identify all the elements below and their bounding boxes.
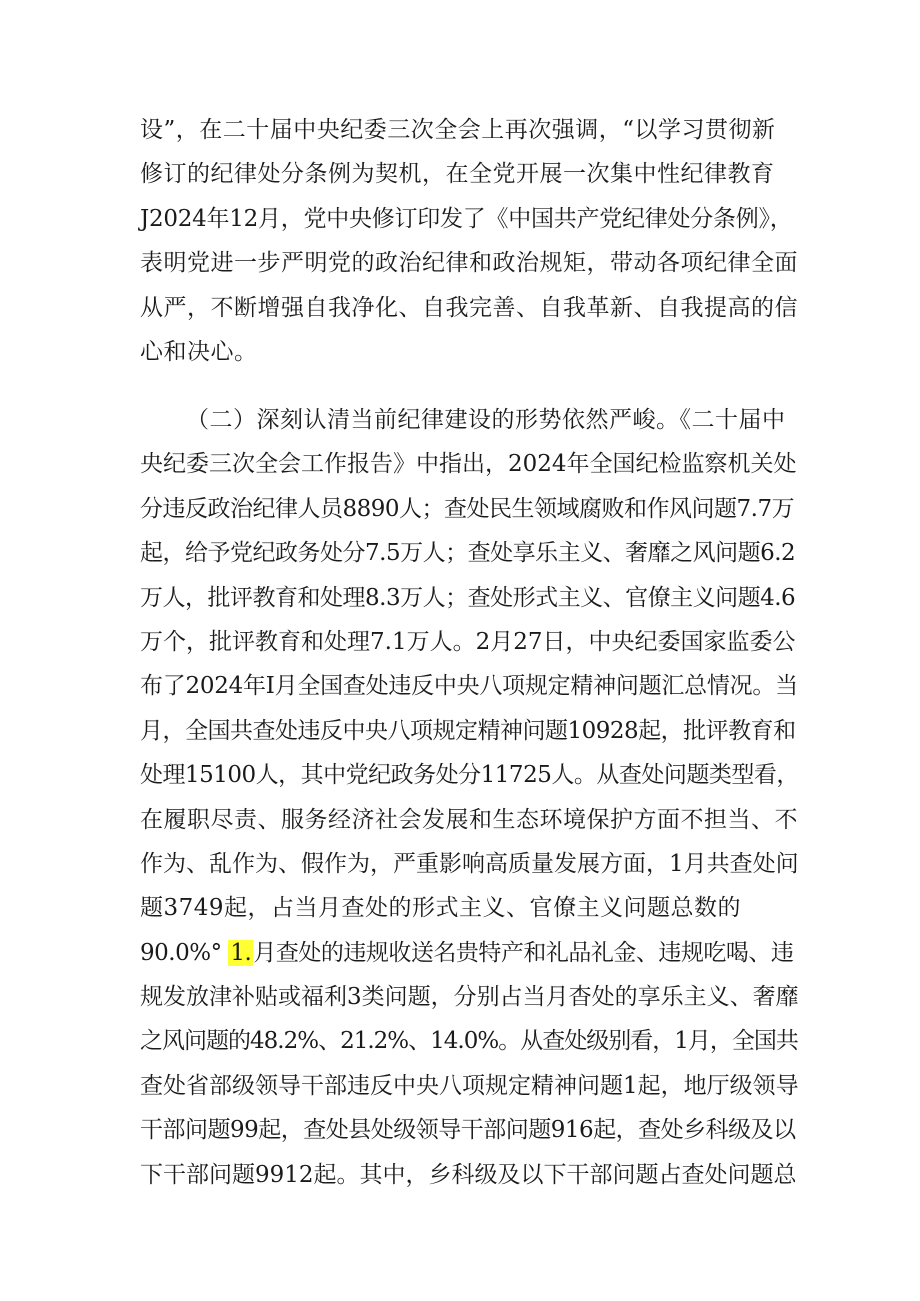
text-line: 下干部问题9912起。其中，乡科级及以下干部问题占查处问题总 [140,1161,797,1188]
text-line: 题3749起，占当月查处的形式主义、官僚主义问题总数的 [140,895,742,922]
text-line: 干部问题99起，查处县处级领导干部问题916起，查处乡科级及以 [140,1117,796,1144]
highlight-mark: 1. [230,939,252,966]
text-line: 表明党进一步严明党的政治纪律和政治规矩，带动各项纪律全面 [140,250,798,277]
highlighted-text-line [140,931,800,975]
text-line: 设”，在二十届中央纪委三次全会上再次强调，“以学习贯彻新 [140,117,776,143]
text-line: 作为、乱作为、假作为，严重影响高质量发展方面，1月共查处问 [140,850,799,877]
text-line: 在履职尽责、服务经济社会发展和生态环境保护方面不担当、不 [140,806,798,833]
text-line: J2024年12月，党中央修订印发了《中国共产党纪律处分条例》， [140,205,793,232]
text-line: 处理15100人，其中党纪政务处分11725人。从查处问题类型看， [140,762,799,789]
text-line: 修订的纪律处分条例为契机，在全党开展一次集中性纪律教育 [140,161,775,188]
text-line: 月，全国共查处违反中央八项规定精神问题10928起，批评教育和 [140,717,796,744]
text-segment: 月查处的违规收送名贵特产和礼品礼金、违规吃喝、违 [253,939,794,966]
paragraph-discipline-regulations [140,108,800,374]
text-line: 之风问题的48.2%、21.2%、14.0%。从查处级别看，1月，全国共 [140,1028,798,1055]
text-line: 央纪委三次全会工作报告》中指出，2024年全国纪检监察机关处 [140,451,797,478]
paragraph-discipline-situation [140,398,800,1197]
text-line: 布了2024年I月全国查处违反中央八项规定精神问题汇总情况。当 [140,673,798,700]
text-line: 心和决心。 [140,338,258,365]
text-line: 查处省部级领导干部违反中央八项规定精神问题1起，地厅级领导 [140,1072,799,1099]
text-line: 起，给予党纪政务处分7.5万人；查处享乐主义、奢靡之风问题6.2 [140,540,796,567]
text-line: 万人，批评教育和处理8.3万人；查处形式主义、官僚主义问题4.6 [140,584,796,611]
text-line: 从严，不断增强自我净化、自我完善、自我革新、自我提高的信 [140,294,798,321]
text-line: 规发放津补贴或福利3类问题，分别占当月杳处的享乐主义、奢靡 [140,984,799,1011]
text-line: （二）深刻认清当前纪律建设的形势依然严峻。《二十届中 [186,407,786,433]
text-line: 分违反政治纪律人员8890人；查处民生领域腐败和作风问题7.7万 [140,495,795,522]
text-segment: 90.0%° [140,939,222,966]
text-line: 万个，批评教育和处理7.1万人。2月27日，中央纪委国家监委公 [140,628,796,655]
